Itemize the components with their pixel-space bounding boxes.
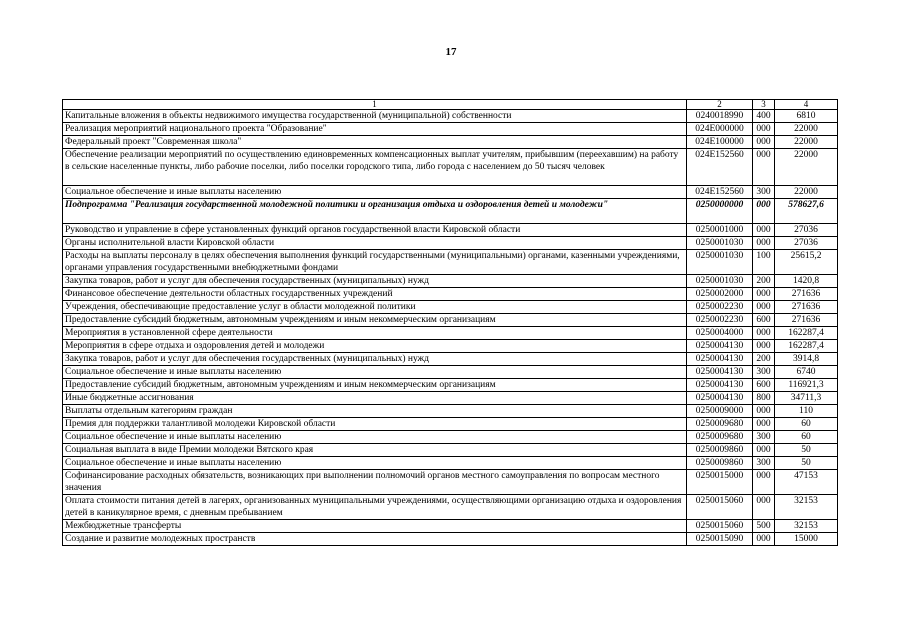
row-type: 000 — [753, 149, 775, 186]
table-row — [63, 237, 838, 250]
table-row — [63, 288, 838, 301]
row-type: 000 — [753, 327, 775, 340]
row-name: Капитальные вложения в объекты недвижимого имущества государственной (муниципальной) собственности — [63, 110, 687, 123]
row-type: 000 — [753, 340, 775, 353]
row-code: 0250015060 — [687, 495, 753, 520]
row-name: Расходы на выплаты персоналу в целях обеспечения выполнения функций государственными (муниципальными) органами, казенными учреждениями, органами управления государственными внебюджетными фондами — [63, 250, 687, 275]
row-type: 000 — [753, 418, 775, 431]
row-sum: 1420,8 — [775, 275, 838, 288]
row-code: 0250009860 — [687, 444, 753, 457]
table-row — [63, 533, 838, 546]
row-sum: 22000 — [775, 136, 838, 149]
table-row — [63, 199, 838, 224]
row-type: 300 — [753, 431, 775, 444]
row-sum: 578627,6 — [775, 199, 838, 224]
table-row — [63, 520, 838, 533]
row-sum: 22000 — [775, 123, 838, 136]
table-row — [63, 405, 838, 418]
row-name: Предоставление субсидий бюджетным, автономным учреждениям и иным некоммерческим организациям — [63, 379, 687, 392]
row-name: Социальное обеспечение и иные выплаты населению — [63, 186, 687, 199]
table-row — [63, 275, 838, 288]
row-type: 300 — [753, 186, 775, 199]
row-sum: 3914,8 — [775, 353, 838, 366]
header-col-1: 1 — [63, 100, 687, 110]
row-sum: 50 — [775, 457, 838, 470]
row-name: Премия для поддержки талантливой молодежи Кировской области — [63, 418, 687, 431]
row-type: 000 — [753, 470, 775, 495]
row-sum: 60 — [775, 418, 838, 431]
table-row — [63, 327, 838, 340]
header-col-4: 4 — [775, 100, 838, 110]
row-type: 000 — [753, 288, 775, 301]
table-row — [63, 431, 838, 444]
row-name: Подпрограмма "Реализация государственной молодежной политики и организация отдыха и оздоровления детей и молодежи" — [63, 199, 687, 224]
table-row — [63, 418, 838, 431]
header-col-2: 2 — [687, 100, 753, 110]
page-number: 17 — [445, 46, 457, 58]
row-sum: 162287,4 — [775, 340, 838, 353]
row-code: 0250002230 — [687, 301, 753, 314]
row-type: 000 — [753, 199, 775, 224]
row-code: 0250009860 — [687, 457, 753, 470]
row-code: 0250015000 — [687, 470, 753, 495]
table-row — [63, 340, 838, 353]
row-code: 0250004130 — [687, 366, 753, 379]
row-sum: 32153 — [775, 520, 838, 533]
row-sum: 162287,4 — [775, 327, 838, 340]
row-name: Руководство и управление в сфере установленных функций органов государственной власти Кировской области — [63, 224, 687, 237]
row-code: 0250002230 — [687, 314, 753, 327]
row-sum: 60 — [775, 431, 838, 444]
budget-table — [62, 99, 838, 546]
table-row — [63, 366, 838, 379]
table-row — [63, 224, 838, 237]
row-sum: 271636 — [775, 288, 838, 301]
row-sum: 25615,2 — [775, 250, 838, 275]
row-name: Социальная выплата в виде Премии молодежи Вятского края — [63, 444, 687, 457]
row-code: 0250001030 — [687, 275, 753, 288]
row-name: Обеспечение реализации мероприятий по осуществлению единовременных компенсационных выплат учителям, прибывшим (переехавшим) на работу в сельские населенные пункты, либо рабочие поселки, либо поселки городского типа, либо города с населением до 50 тысяч человек — [63, 149, 687, 186]
row-type: 200 — [753, 275, 775, 288]
row-name: Мероприятия в сфере отдыха и оздоровления детей и молодежи — [63, 340, 687, 353]
row-name: Реализация мероприятий национального проекта "Образование" — [63, 123, 687, 136]
row-type: 000 — [753, 123, 775, 136]
table-row — [63, 379, 838, 392]
row-code: 024E000000 — [687, 123, 753, 136]
row-name: Межбюджетные трансферты — [63, 520, 687, 533]
row-type: 100 — [753, 250, 775, 275]
row-type: 200 — [753, 353, 775, 366]
table-row — [63, 186, 838, 199]
row-name: Закупка товаров, работ и услуг для обеспечения государственных (муниципальных) нужд — [63, 275, 687, 288]
row-sum: 6810 — [775, 110, 838, 123]
row-code: 0250004130 — [687, 392, 753, 405]
row-type: 300 — [753, 366, 775, 379]
row-name: Социальное обеспечение и иные выплаты населению — [63, 431, 687, 444]
row-code: 0250002000 — [687, 288, 753, 301]
row-type: 000 — [753, 224, 775, 237]
row-name: Выплаты отдельным категориям граждан — [63, 405, 687, 418]
row-name: Органы исполнительной власти Кировской области — [63, 237, 687, 250]
row-name: Федеральный проект "Современная школа" — [63, 136, 687, 149]
row-name: Софинансирование расходных обязательств, возникающих при выполнении полномочий органов местного самоуправления по вопросам местного значения — [63, 470, 687, 495]
row-name: Иные бюджетные ассигнования — [63, 392, 687, 405]
row-name: Мероприятия в установленной сфере деятельности — [63, 327, 687, 340]
row-name: Социальное обеспечение и иные выплаты населению — [63, 457, 687, 470]
row-name: Учреждения, обеспечивающие предоставление услуг в области молодежной политики — [63, 301, 687, 314]
row-code: 0250004000 — [687, 327, 753, 340]
row-sum: 271636 — [775, 314, 838, 327]
row-type: 000 — [753, 444, 775, 457]
table-row — [63, 495, 838, 520]
row-code: 024E152560 — [687, 186, 753, 199]
row-type: 000 — [753, 405, 775, 418]
row-type: 000 — [753, 136, 775, 149]
row-name: Оплата стоимости питания детей в лагерях, организованных муниципальными учреждениями, осуществляющими организацию отдыха и оздоровления детей в каникулярное время, с дневным пребыванием — [63, 495, 687, 520]
row-code: 0250009680 — [687, 418, 753, 431]
row-sum: 271636 — [775, 301, 838, 314]
row-code: 0250001030 — [687, 250, 753, 275]
row-name: Создание и развитие молодежных пространств — [63, 533, 687, 546]
row-type: 600 — [753, 314, 775, 327]
table-row — [63, 110, 838, 123]
row-type: 000 — [753, 237, 775, 250]
row-sum: 32153 — [775, 495, 838, 520]
table-row — [63, 149, 838, 186]
table-header-row — [63, 100, 838, 110]
row-code: 024E100000 — [687, 136, 753, 149]
row-sum: 27036 — [775, 224, 838, 237]
row-code: 0250000000 — [687, 199, 753, 224]
row-type: 000 — [753, 495, 775, 520]
row-code: 024E152560 — [687, 149, 753, 186]
row-sum: 27036 — [775, 237, 838, 250]
header-col-3: 3 — [753, 100, 775, 110]
row-code: 0250004130 — [687, 353, 753, 366]
table-row — [63, 470, 838, 495]
row-sum: 34711,3 — [775, 392, 838, 405]
row-name: Закупка товаров, работ и услуг для обеспечения государственных (муниципальных) нужд — [63, 353, 687, 366]
row-name: Финансовое обеспечение деятельности областных государственных учреждений — [63, 288, 687, 301]
table-row — [63, 392, 838, 405]
row-sum: 116921,3 — [775, 379, 838, 392]
table-row — [63, 353, 838, 366]
row-type: 400 — [753, 110, 775, 123]
row-code: 0250004130 — [687, 379, 753, 392]
row-type: 500 — [753, 520, 775, 533]
row-sum: 47153 — [775, 470, 838, 495]
row-type: 000 — [753, 301, 775, 314]
row-code: 0250004130 — [687, 340, 753, 353]
table-row — [63, 123, 838, 136]
row-sum: 50 — [775, 444, 838, 457]
table-row — [63, 301, 838, 314]
row-sum: 22000 — [775, 149, 838, 186]
row-code: 0250015090 — [687, 533, 753, 546]
row-code: 0240018990 — [687, 110, 753, 123]
row-code: 0250009680 — [687, 431, 753, 444]
row-name: Социальное обеспечение и иные выплаты населению — [63, 366, 687, 379]
row-code: 0250015060 — [687, 520, 753, 533]
row-type: 000 — [753, 533, 775, 546]
row-type: 800 — [753, 392, 775, 405]
table-row — [63, 314, 838, 327]
row-sum: 15000 — [775, 533, 838, 546]
table-row — [63, 457, 838, 470]
row-code: 0250001000 — [687, 224, 753, 237]
table-row — [63, 250, 838, 275]
row-sum: 6740 — [775, 366, 838, 379]
row-sum: 110 — [775, 405, 838, 418]
table-row — [63, 444, 838, 457]
row-type: 300 — [753, 457, 775, 470]
row-sum: 22000 — [775, 186, 838, 199]
row-code: 0250009000 — [687, 405, 753, 418]
table-row — [63, 136, 838, 149]
row-code: 0250001030 — [687, 237, 753, 250]
row-name: Предоставление субсидий бюджетным, автономным учреждениям и иным некоммерческим организациям — [63, 314, 687, 327]
row-type: 600 — [753, 379, 775, 392]
